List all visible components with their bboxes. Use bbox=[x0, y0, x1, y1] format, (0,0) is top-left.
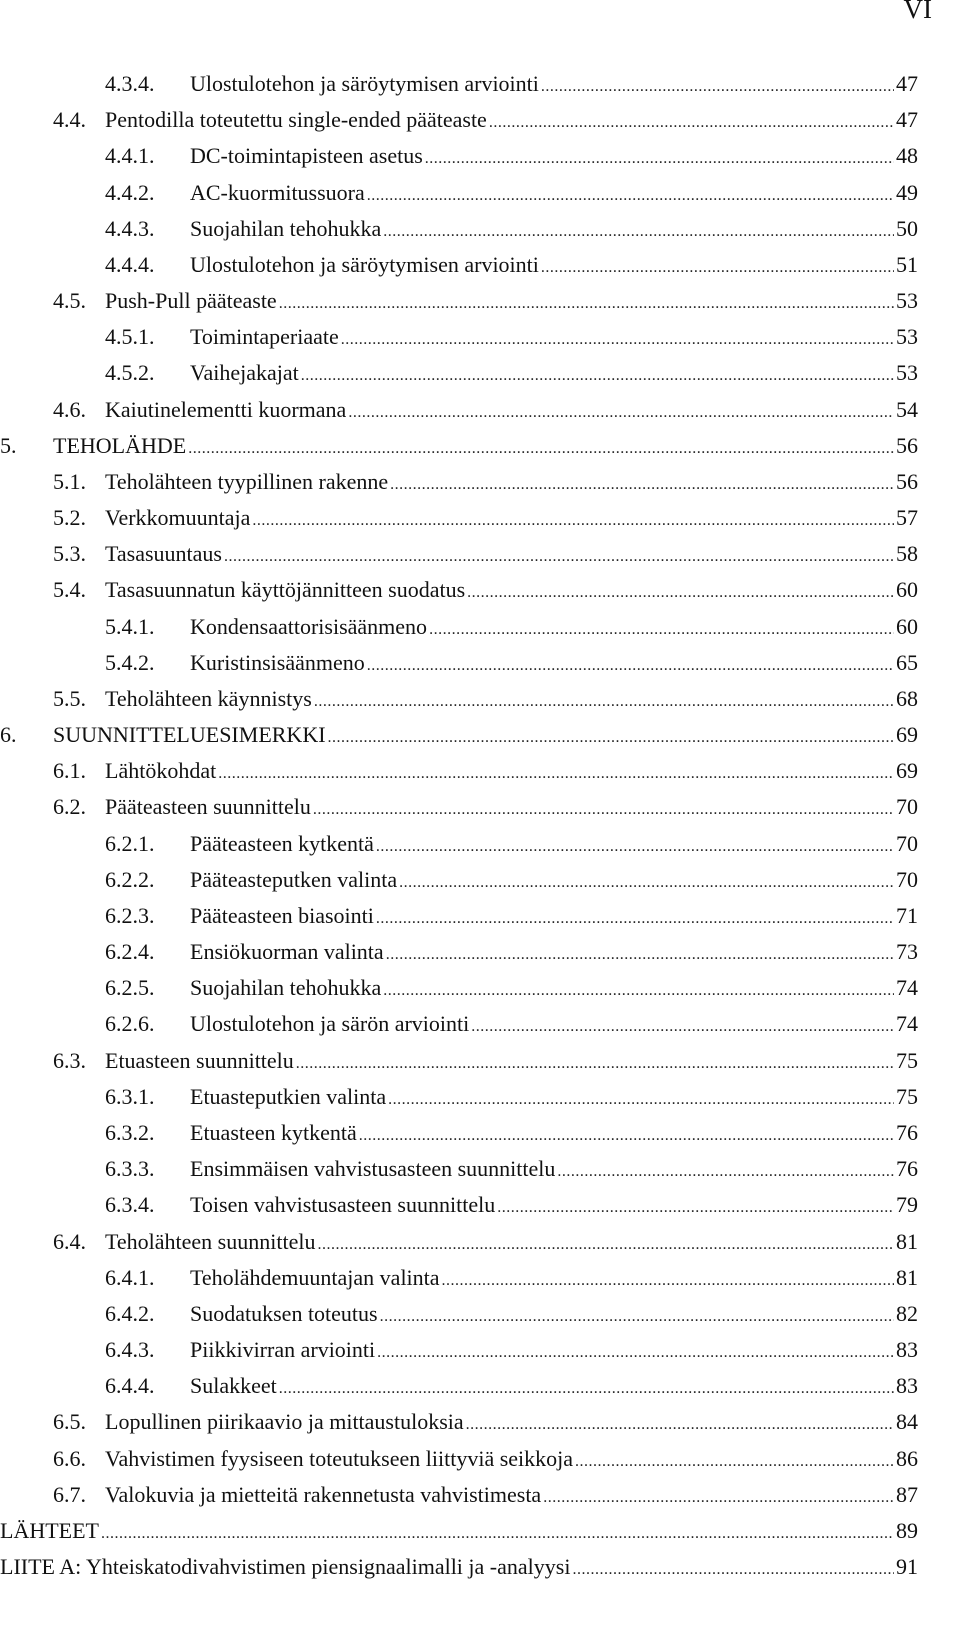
dot-leader bbox=[557, 1154, 894, 1190]
toc-entry[interactable] bbox=[0, 1441, 918, 1477]
toc-entry-number: 5.2. bbox=[53, 505, 86, 531]
toc-entry-number: 6.4.3. bbox=[105, 1337, 155, 1363]
toc-entry-title: Pentodilla toteutettu single-ended pääteaste bbox=[105, 107, 487, 133]
dot-leader bbox=[386, 937, 894, 973]
toc-entry-line bbox=[105, 283, 918, 322]
toc-entry[interactable] bbox=[0, 319, 918, 355]
dot-leader bbox=[383, 214, 894, 250]
toc-entry-line bbox=[105, 536, 918, 575]
toc-entry-title: Lopullinen piirikaavio ja mittaustuloksia bbox=[105, 1409, 464, 1435]
toc-entry-line bbox=[190, 826, 918, 865]
toc-entry-page: 75 bbox=[896, 1083, 918, 1109]
toc-entry-page: 84 bbox=[896, 1409, 918, 1435]
toc-entry-page: 53 bbox=[896, 324, 918, 350]
toc-entry[interactable] bbox=[0, 898, 918, 934]
toc-entry-line bbox=[105, 500, 918, 539]
toc-entry-page: 87 bbox=[896, 1481, 918, 1507]
dot-leader bbox=[252, 503, 894, 539]
toc-entry-page: 69 bbox=[896, 758, 918, 784]
toc-entry-number: 6.1. bbox=[53, 758, 86, 784]
toc-entry-title: Pääteasteen kytkentä bbox=[190, 830, 374, 856]
toc-entry-number: 5.4.2. bbox=[105, 649, 155, 675]
toc-entry[interactable] bbox=[0, 1224, 918, 1260]
toc-entry-line bbox=[105, 572, 918, 611]
toc-entry-title: Toimintaperiaate bbox=[190, 324, 339, 350]
toc-entry-page: 60 bbox=[896, 577, 918, 603]
toc-entry-line bbox=[190, 1151, 918, 1190]
dot-leader bbox=[101, 1516, 894, 1552]
toc-entry-line bbox=[190, 138, 918, 177]
toc-entry-title: Lähtökohdat bbox=[105, 758, 217, 784]
dot-leader bbox=[376, 829, 894, 865]
toc-entry-line bbox=[105, 681, 918, 720]
toc-entry-number: 5.4.1. bbox=[105, 613, 155, 639]
toc-entry-line bbox=[190, 609, 918, 648]
toc-entry-number: 6.2. bbox=[53, 794, 86, 820]
toc-entry-title: Pääteasteputken valinta bbox=[190, 866, 398, 892]
toc-entry-page: 60 bbox=[896, 613, 918, 639]
toc-entry-line bbox=[105, 789, 918, 828]
toc-entry-line bbox=[190, 1187, 918, 1226]
toc-entry-line bbox=[190, 66, 918, 105]
toc-entry-title: Kondensaattorisisäänmeno bbox=[190, 613, 428, 639]
toc-entry-line bbox=[190, 247, 918, 286]
toc-entry-page: 47 bbox=[896, 107, 918, 133]
toc-entry[interactable] bbox=[0, 355, 918, 391]
toc-entry[interactable] bbox=[0, 1187, 918, 1223]
toc-entry[interactable] bbox=[0, 1260, 918, 1296]
toc-entry-number: 6.3. bbox=[53, 1047, 86, 1073]
dot-leader bbox=[467, 575, 894, 611]
dot-leader bbox=[471, 1009, 894, 1045]
dot-leader bbox=[301, 358, 894, 394]
toc-entry[interactable] bbox=[0, 1332, 918, 1368]
dot-leader bbox=[442, 1263, 894, 1299]
toc-entry-title: Suodatuksen toteutus bbox=[190, 1300, 378, 1326]
toc-entry-line bbox=[105, 1224, 918, 1263]
toc-entry-title: TEHOLÄHDE bbox=[53, 432, 187, 458]
toc-entry-page: 56 bbox=[896, 468, 918, 494]
toc-entry-line bbox=[190, 1368, 918, 1407]
toc-entry-page: 82 bbox=[896, 1300, 918, 1326]
toc-entry-title: Valokuvia ja mietteitä rakennetusta vahvistimesta bbox=[105, 1481, 542, 1507]
dot-leader bbox=[429, 612, 894, 648]
toc-entry-number: 4.5.2. bbox=[105, 360, 155, 386]
toc-entry[interactable] bbox=[0, 428, 918, 464]
toc-entry-page: 74 bbox=[896, 1011, 918, 1037]
toc-entry-title: Teholähteen käynnistys bbox=[105, 685, 312, 711]
dot-leader bbox=[314, 684, 894, 720]
toc-entry-line bbox=[105, 464, 918, 503]
toc-entry-number: 4.5.1. bbox=[105, 324, 155, 350]
toc-entry-line bbox=[53, 428, 918, 467]
toc-entry-number: 6.3.2. bbox=[105, 1119, 155, 1145]
toc-entry-number: 6.2.5. bbox=[105, 975, 155, 1001]
dot-leader bbox=[575, 1444, 894, 1480]
toc-entry-line bbox=[105, 753, 918, 792]
dot-leader bbox=[296, 1046, 894, 1082]
toc-entry-page: 51 bbox=[896, 251, 918, 277]
dot-leader bbox=[377, 1335, 894, 1371]
toc-entry-number: 5. bbox=[0, 432, 17, 458]
toc-entry-page: 73 bbox=[896, 939, 918, 965]
dot-leader bbox=[497, 1190, 894, 1226]
toc-entry[interactable] bbox=[0, 1006, 918, 1042]
toc-entry-number: 4.5. bbox=[53, 288, 86, 314]
toc-entry-line bbox=[190, 1332, 918, 1371]
toc-entry-page: 83 bbox=[896, 1373, 918, 1399]
toc-entry-page: 48 bbox=[896, 143, 918, 169]
toc-entry-title: Toisen vahvistusasteen suunnittelu bbox=[190, 1192, 496, 1218]
toc-entry-page: 65 bbox=[896, 649, 918, 675]
toc-entry-page: 91 bbox=[896, 1554, 918, 1580]
toc-entry-number: 5.1. bbox=[53, 468, 86, 494]
toc-entry-line bbox=[105, 102, 918, 141]
dot-leader bbox=[388, 1082, 894, 1118]
toc-entry-page: 71 bbox=[896, 902, 918, 928]
toc-entry-title: Pääteasteen biasointi bbox=[190, 902, 374, 928]
dot-leader bbox=[466, 1407, 894, 1443]
toc-entry[interactable] bbox=[0, 1296, 918, 1332]
dot-leader bbox=[348, 395, 894, 431]
toc-entry-line bbox=[190, 1260, 918, 1299]
toc-entry-title: Etuasteen kytkentä bbox=[190, 1119, 357, 1145]
toc-entry-title: LIITE A: Yhteiskatodivahvistimen piensignaalimalli ja -analyysi bbox=[0, 1554, 571, 1580]
toc-entry-page: 81 bbox=[896, 1228, 918, 1254]
toc-entry-page: 56 bbox=[896, 432, 918, 458]
toc-entry-title: SUUNNITTELUESIMERKKI bbox=[53, 722, 326, 748]
toc-entry[interactable] bbox=[0, 175, 918, 211]
dot-leader bbox=[367, 178, 894, 214]
toc-entry[interactable] bbox=[0, 609, 918, 645]
toc-entry-title: Suojahilan tehohukka bbox=[190, 215, 382, 241]
toc-entry-page: 58 bbox=[896, 541, 918, 567]
toc-entry-number: 6.4.4. bbox=[105, 1373, 155, 1399]
toc-entry-line bbox=[190, 211, 918, 250]
toc-entry-number: 4.4.2. bbox=[105, 179, 155, 205]
toc-entry-line bbox=[105, 392, 918, 431]
toc-entry-number: 4.3.4. bbox=[105, 71, 155, 96]
toc-entry-number: 6.2.6. bbox=[105, 1011, 155, 1037]
toc-entry-title: LÄHTEET bbox=[0, 1517, 99, 1543]
toc-entry[interactable] bbox=[0, 753, 918, 789]
dot-leader bbox=[224, 539, 894, 575]
toc-entry-title: Tasasuunnatun käyttöjännitteen suodatus bbox=[105, 577, 466, 603]
toc-entry[interactable] bbox=[0, 211, 918, 247]
toc-entry-title: Vaihejakajat bbox=[190, 360, 299, 386]
toc-entry-page: 81 bbox=[896, 1264, 918, 1290]
dot-leader bbox=[359, 1118, 894, 1154]
toc-entry-line bbox=[190, 175, 918, 214]
toc-entry-title: Suojahilan tehohukka bbox=[190, 975, 382, 1001]
toc-entry-title: Teholähteen tyypillinen rakenne bbox=[105, 468, 389, 494]
toc-entry[interactable] bbox=[0, 1513, 918, 1549]
toc-entry-number: 6.2.4. bbox=[105, 939, 155, 965]
toc-entry[interactable] bbox=[0, 572, 918, 608]
dot-leader bbox=[188, 431, 894, 467]
toc-entry-page: 70 bbox=[896, 866, 918, 892]
dot-leader bbox=[489, 105, 894, 141]
toc-entry-number: 6.6. bbox=[53, 1445, 86, 1471]
page-number: VI bbox=[903, 0, 932, 24]
toc-entry-number: 6.2.2. bbox=[105, 866, 155, 892]
toc-entry[interactable] bbox=[0, 789, 918, 825]
toc-entry-page: 86 bbox=[896, 1445, 918, 1471]
toc-entry-line bbox=[105, 1477, 918, 1516]
toc-entry[interactable] bbox=[0, 102, 918, 138]
toc-entry-line bbox=[105, 1404, 918, 1443]
toc-entry-title: Ulostulotehon ja säröytymisen arviointi bbox=[190, 71, 539, 96]
toc-entry-number: 6.3.4. bbox=[105, 1192, 155, 1218]
dot-leader bbox=[317, 1227, 894, 1263]
toc-entry-page: 50 bbox=[896, 215, 918, 241]
dot-leader bbox=[572, 1552, 894, 1588]
toc-entry-title: Ulostulotehon ja säröytymisen arviointi bbox=[190, 251, 539, 277]
toc-entry-page: 53 bbox=[896, 288, 918, 314]
toc-entry[interactable] bbox=[0, 1151, 918, 1187]
toc-entry-page: 57 bbox=[896, 505, 918, 531]
toc-entry-title: Ensiökuorman valinta bbox=[190, 939, 384, 965]
toc-entry-line bbox=[190, 319, 918, 358]
toc-entry-title: Teholähdemuuntajan valinta bbox=[190, 1264, 440, 1290]
dot-leader bbox=[425, 141, 894, 177]
toc-entry-page: 76 bbox=[896, 1156, 918, 1182]
toc-entry[interactable] bbox=[0, 247, 918, 283]
toc-entry-title: Etuasteen suunnittelu bbox=[105, 1047, 294, 1073]
toc-entry[interactable] bbox=[0, 1404, 918, 1440]
toc-entry-line bbox=[190, 862, 918, 901]
toc-entry[interactable] bbox=[0, 1043, 918, 1079]
toc-entry[interactable] bbox=[0, 826, 918, 862]
dot-leader bbox=[376, 901, 894, 937]
toc-entry-title: Kuristinsisäänmeno bbox=[190, 649, 365, 675]
dot-leader bbox=[541, 250, 894, 286]
toc-entry-title: Vahvistimen fyysiseen toteutukseen liittyviä seikkoja bbox=[105, 1445, 574, 1471]
toc-entry-number: 5.3. bbox=[53, 541, 86, 567]
toc-entry[interactable] bbox=[0, 717, 918, 753]
toc-entry[interactable] bbox=[0, 536, 918, 572]
dot-leader bbox=[279, 1371, 894, 1407]
toc-entry-line bbox=[53, 717, 918, 756]
toc-entry-page: 76 bbox=[896, 1119, 918, 1145]
toc-entry-number: 6.7. bbox=[53, 1481, 86, 1507]
toc-entry-number: 4.4.4. bbox=[105, 251, 155, 277]
toc-entry-title: Sulakkeet bbox=[190, 1373, 277, 1399]
toc-entry-number: 6. bbox=[0, 722, 17, 748]
toc-entry[interactable] bbox=[0, 1079, 918, 1115]
toc-entry-line bbox=[190, 934, 918, 973]
toc-entry-number: 6.4.2. bbox=[105, 1300, 155, 1326]
toc-entry[interactable] bbox=[0, 1549, 918, 1585]
toc-entry-line bbox=[190, 1296, 918, 1335]
toc-entry-number: 5.5. bbox=[53, 685, 86, 711]
toc-entry-page: 70 bbox=[896, 830, 918, 856]
toc-entry-page: 69 bbox=[896, 722, 918, 748]
dot-leader bbox=[341, 322, 894, 358]
toc-entry[interactable] bbox=[0, 681, 918, 717]
toc-entry-page: 68 bbox=[896, 685, 918, 711]
dot-leader bbox=[543, 1480, 894, 1516]
toc-entry-number: 4.4.1. bbox=[105, 143, 155, 169]
dot-leader bbox=[380, 1299, 894, 1335]
toc-entry-title: AC-kuormitussuora bbox=[190, 179, 365, 205]
toc-entry-line bbox=[0, 1549, 918, 1588]
toc-entry-page: 70 bbox=[896, 794, 918, 820]
toc-entry[interactable] bbox=[0, 934, 918, 970]
toc-entry-line bbox=[190, 1115, 918, 1154]
dot-leader bbox=[383, 973, 894, 1009]
toc-entry-number: 6.3.3. bbox=[105, 1156, 155, 1182]
toc-entry-number: 6.3.1. bbox=[105, 1083, 155, 1109]
toc-entry-title: Push-Pull pääteaste bbox=[105, 288, 277, 314]
toc-entry-number: 6.4. bbox=[53, 1228, 86, 1254]
toc-entry-title: DC-toimintapisteen asetus bbox=[190, 143, 423, 169]
toc-entry[interactable] bbox=[0, 138, 918, 174]
toc-entry-page: 53 bbox=[896, 360, 918, 386]
toc-entry[interactable] bbox=[0, 66, 918, 102]
dot-leader bbox=[313, 792, 894, 828]
toc-entry-line bbox=[105, 1043, 918, 1082]
toc-entry[interactable] bbox=[0, 645, 918, 681]
toc-entry[interactable] bbox=[0, 1115, 918, 1151]
toc-entry-number: 4.4.3. bbox=[105, 215, 155, 241]
dot-leader bbox=[399, 865, 894, 901]
toc-entry-number: 6.2.1. bbox=[105, 830, 155, 856]
toc-entry-line bbox=[190, 898, 918, 937]
toc-entry[interactable] bbox=[0, 283, 918, 319]
toc-entry[interactable] bbox=[0, 392, 918, 428]
toc-entry-title: Kaiutinelementti kuormana bbox=[105, 396, 347, 422]
toc-entry-page: 49 bbox=[896, 179, 918, 205]
toc-entry-title: Pääteasteen suunnittelu bbox=[105, 794, 311, 820]
toc-entry-title: Piikkivirran arviointi bbox=[190, 1337, 376, 1363]
toc-entry-title: Verkkomuuntaja bbox=[105, 505, 251, 531]
toc-entry-line bbox=[190, 355, 918, 394]
toc-entry-line bbox=[0, 1513, 918, 1552]
dot-leader bbox=[218, 756, 894, 792]
toc-entry[interactable] bbox=[0, 970, 918, 1006]
toc-entry-line bbox=[190, 645, 918, 684]
toc-entry-title: Teholähteen suunnittelu bbox=[105, 1228, 316, 1254]
table-of-contents bbox=[0, 66, 918, 1585]
toc-entry-page: 47 bbox=[896, 71, 918, 96]
toc-entry-line bbox=[190, 1079, 918, 1118]
toc-entry[interactable] bbox=[0, 1477, 918, 1513]
dot-leader bbox=[279, 286, 894, 322]
toc-entry-line bbox=[190, 970, 918, 1009]
toc-entry-page: 75 bbox=[896, 1047, 918, 1073]
toc-entry-page: 54 bbox=[896, 396, 918, 422]
toc-entry-number: 4.6. bbox=[53, 396, 86, 422]
dot-leader bbox=[328, 720, 894, 756]
toc-entry-number: 6.4.1. bbox=[105, 1264, 155, 1290]
dot-leader bbox=[541, 69, 894, 105]
toc-entry-number: 6.2.3. bbox=[105, 902, 155, 928]
toc-entry-title: Ulostulotehon ja särön arviointi bbox=[190, 1011, 470, 1037]
dot-leader bbox=[390, 467, 894, 503]
toc-entry-line bbox=[190, 1006, 918, 1045]
toc-entry[interactable] bbox=[0, 464, 918, 500]
toc-entry-title: Etuasteputkien valinta bbox=[190, 1083, 387, 1109]
toc-entry-page: 83 bbox=[896, 1337, 918, 1363]
toc-entry-number: 4.4. bbox=[53, 107, 86, 133]
toc-entry-number: 6.5. bbox=[53, 1409, 86, 1435]
toc-entry-page: 74 bbox=[896, 975, 918, 1001]
toc-entry[interactable] bbox=[0, 862, 918, 898]
toc-entry-page: 89 bbox=[896, 1517, 918, 1543]
toc-entry-title: Tasasuuntaus bbox=[105, 541, 222, 567]
toc-entry-title: Ensimmäisen vahvistusasteen suunnittelu bbox=[190, 1156, 556, 1182]
toc-entry-line bbox=[105, 1441, 918, 1480]
toc-entry[interactable] bbox=[0, 1368, 918, 1404]
dot-leader bbox=[367, 648, 894, 684]
toc-entry-page: 79 bbox=[896, 1192, 918, 1218]
toc-entry-number: 5.4. bbox=[53, 577, 86, 603]
toc-entry[interactable] bbox=[0, 500, 918, 536]
